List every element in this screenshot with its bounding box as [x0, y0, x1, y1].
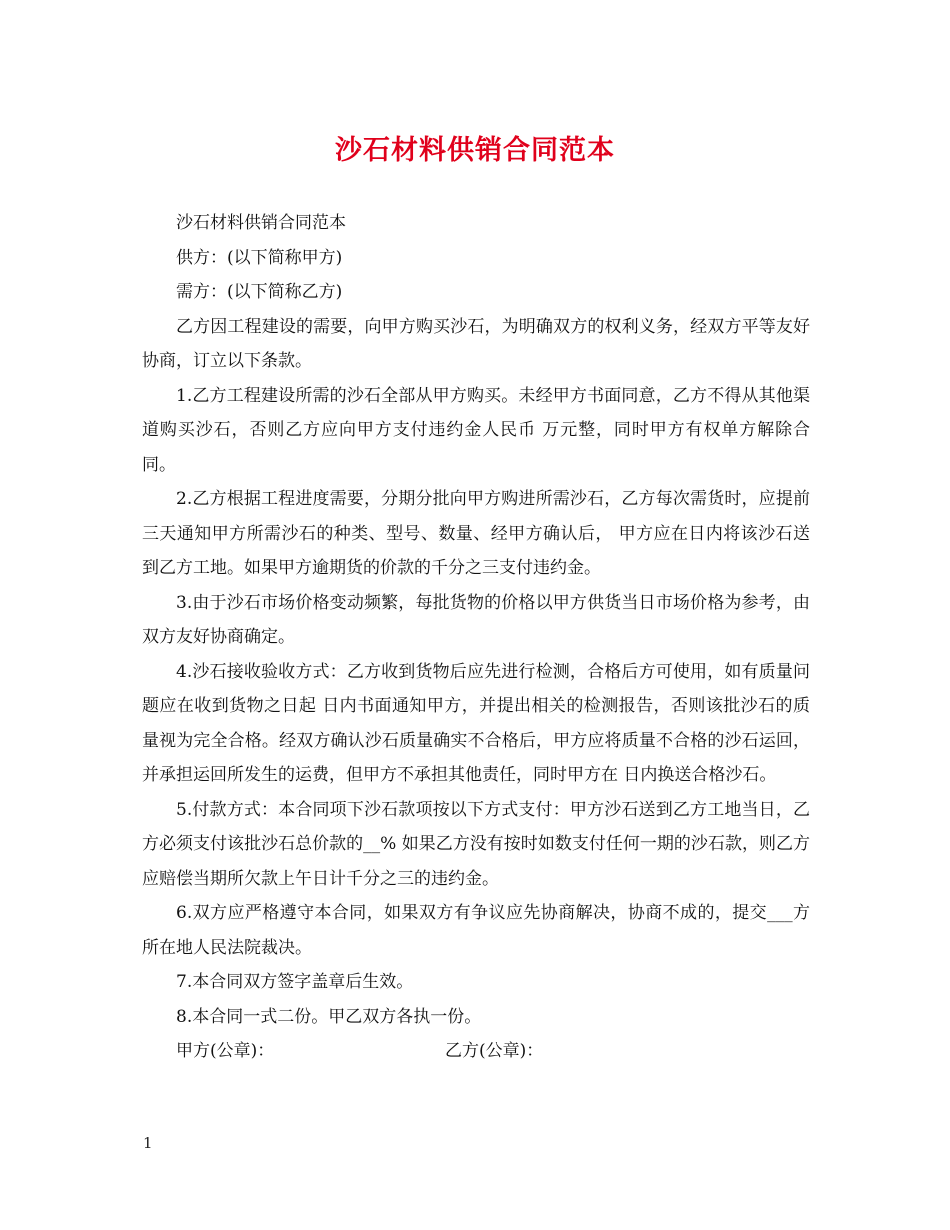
paragraph-intro: 乙方因工程建设的需要，向甲方购买沙石，为明确双方的权利义务，经双方平等友好协商，订立以下条款。	[142, 316, 810, 371]
page-number: 1	[143, 1134, 153, 1152]
clause-4: 4.沙石接收验收方式：乙方收到货物后应先进行检测，合格后方可使用，如有质量问题应在收到货物之日起 日内书面通知甲方，并提出相关的检测报告，否则该批沙石的质量视为完全合格。经双方确认沙石质量确实不合格后，甲方应将质量不合格的沙石运回，并承担运回所发生的运费，但甲方不承担其他责任，同时甲方在 日内换送合格沙石。	[142, 661, 810, 785]
clause-5: 5.付款方式：本合同项下沙石款项按以下方式支付：甲方沙石送到乙方工地当日，乙方必须支付该批沙石总价款的__% 如果乙方没有按时如数支付任何一期的沙石款，则乙方应赔偿当期所欠款上午日计千分之三的违约金。	[142, 799, 810, 889]
clause-6: 6.双方应严格遵守本合同，如果双方有争议应先协商解决，协商不成的，提交___方所在地人民法院裁决。	[142, 903, 810, 958]
party-b-seal-label: 乙方(公章)：	[445, 1041, 544, 1061]
clause-1: 1.乙方工程建设所需的沙石全部从甲方购买。未经甲方书面同意，乙方不得从其他渠道购买沙石，否则乙方应向甲方支付违约金人民币 万元整，同时甲方有权单方解除合同。	[142, 385, 810, 475]
clause-8: 8.本合同一式二份。甲乙双方各执一份。	[176, 1006, 482, 1027]
clause-2: 2.乙方根据工程进度需要，分期分批向甲方购进所需沙石，乙方每次需货时，应提前三天通知甲方所需沙石的种类、型号、数量、经甲方确认后， 甲方应在日内将该沙石送到乙方工地。如果甲方逾期货的价款的千分之三支付违约金。	[142, 489, 810, 578]
document-body	[142, 206, 810, 1069]
paragraph-buyer: 需方：(以下简称乙方)	[176, 282, 343, 302]
signature-row	[142, 1034, 810, 1069]
document-title: 沙石材料供销合同范本	[335, 135, 615, 166]
clause-7: 7.本合同双方签字盖章后生效。	[176, 972, 414, 992]
paragraph-heading: 沙石材料供销合同范本	[176, 213, 346, 233]
clause-3: 3.由于沙石市场价格变动频繁，每批货物的价格以甲方供货当日市场价格为参考，由双方友好协商确定。	[142, 592, 810, 647]
party-a-seal-label: 甲方(公章)：	[176, 1041, 275, 1061]
paragraph-supplier: 供方：(以下简称甲方)	[176, 247, 343, 268]
